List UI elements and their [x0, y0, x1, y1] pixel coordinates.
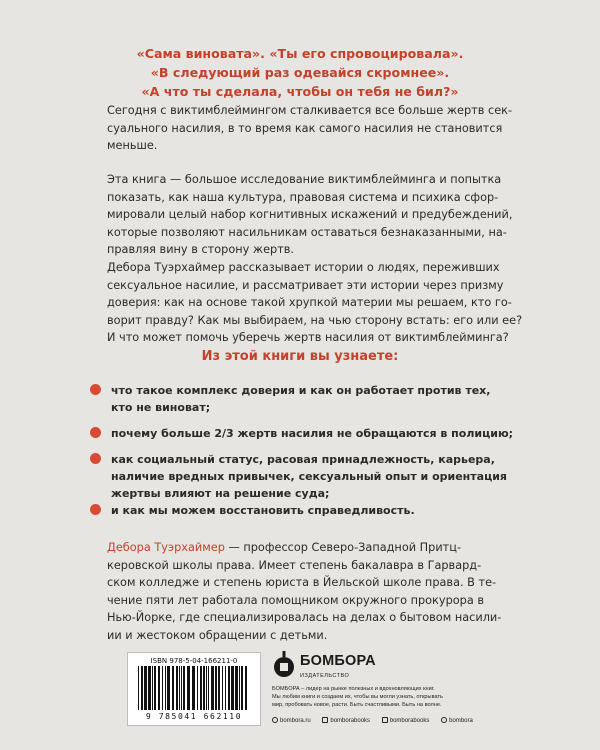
social-link[interactable]	[322, 718, 370, 724]
text-line: Дебора Туэрхаймер рассказывает истории о людях, переживших	[107, 261, 500, 274]
barcode-bar	[231, 666, 234, 710]
barcode-bar	[162, 666, 163, 710]
barcode-bar	[200, 666, 202, 710]
paragraph-book	[107, 171, 511, 259]
barcode-bar	[206, 666, 207, 710]
globe-icon	[272, 717, 278, 723]
text-line: И что может помочь уберечь жертв насилия от виктимблейминга?	[107, 331, 509, 344]
bullet-dot-icon	[90, 427, 101, 438]
social-links	[272, 717, 483, 724]
social-link[interactable]	[272, 718, 311, 724]
paragraph-stories	[107, 259, 523, 347]
social-label: bombora	[449, 718, 473, 724]
list-item-text	[111, 451, 521, 502]
barcode-bar	[158, 666, 160, 710]
author-bio	[107, 539, 511, 644]
text-line: Эта книга — большое исследование виктимблейминга и попытка	[107, 173, 502, 186]
barcode-bar	[203, 666, 205, 710]
barcode-bar	[154, 666, 156, 710]
barcode-bar	[152, 666, 153, 710]
bullet-dot-icon	[90, 384, 101, 395]
barcode-bar	[192, 666, 195, 710]
barcode-bar	[239, 666, 240, 710]
youtube-icon	[441, 717, 447, 723]
text-line: БОМБОРА – лидер на рынке полезных и вдохновляющих книг.	[272, 686, 435, 692]
barcode-bars	[138, 666, 250, 712]
social-link[interactable]	[441, 718, 473, 724]
barcode-number: 9 785041 662110	[145, 712, 243, 721]
barcode-bar	[144, 666, 147, 710]
barcode-bar	[241, 666, 243, 710]
barcode-bar	[208, 666, 209, 710]
text-line: и как мы можем восстановить справедливость.	[111, 504, 415, 517]
barcode-bar	[245, 666, 247, 710]
text-line: чение пяти лет работала помощником окружного прокурора в	[107, 593, 484, 607]
social-label: bombora.ru	[280, 718, 311, 724]
paragraph-intro	[107, 102, 511, 155]
publisher-subtitle: ИЗДАТЕЛЬСТВО	[300, 673, 350, 679]
barcode-bar	[197, 666, 198, 710]
barcode-bar	[172, 666, 174, 710]
quote-line: «А что ты сделала, чтобы он тебя не бил?»	[141, 84, 459, 99]
barcode-bar	[215, 666, 217, 710]
text-line: как социальный статус, расовая принадлежность, карьера,	[111, 453, 495, 466]
barcode-bar	[211, 666, 214, 710]
text-line: керовской школы права. Имеет степень бакалавра в Гарвард-	[107, 558, 482, 572]
text-line: жертвы влияют на решение суда;	[111, 487, 330, 500]
text-line: сексуальное насилие, и рассматривает эти истории через призму	[107, 278, 504, 292]
barcode-bar	[228, 666, 230, 710]
text-line: Сегодня с виктимблеймингом сталкивается все больше жертв сек-	[107, 104, 513, 117]
text-line: ии и жестоком обращении с детьми.	[107, 628, 328, 642]
telegram-icon	[382, 717, 388, 723]
text-line: ворит правду? Как мы выбираем, на чью сторону встать: его или ее?	[107, 313, 523, 327]
barcode-bar	[183, 666, 185, 710]
author-name: Дебора Туэрхаймер	[107, 541, 225, 554]
text-line: Мы любим книги и создаем их, чтобы вы могли узнать, открывать	[272, 694, 443, 701]
pull-quote	[96, 44, 504, 101]
text-line: меньше.	[107, 139, 158, 152]
text-line: Нью-Йорке, где специализировалась на делах о бытовом насили-	[107, 611, 502, 624]
text-line: суального насилия, в то время как самого насилия не становится	[107, 121, 503, 135]
barcode-bar	[165, 666, 166, 710]
barcode-bar	[235, 666, 238, 710]
list-item-text	[111, 425, 521, 442]
barcode-bar	[218, 666, 220, 710]
list-item-text	[111, 502, 521, 519]
learn-heading: Из этой книги вы узнаете:	[201, 349, 399, 364]
vk-icon	[322, 717, 328, 723]
text-line: мировали целый набор когнитивных искажений и предубеждений,	[107, 208, 513, 221]
barcode-bar	[179, 666, 180, 710]
barcode-bar	[225, 666, 226, 710]
publisher-description	[272, 685, 492, 710]
barcode-bar	[176, 666, 178, 710]
quote-line: «Сама виновата». «Ты его спровоцировала».	[136, 46, 464, 61]
list-item-text	[111, 382, 521, 416]
barcode-bar	[148, 666, 151, 710]
bullet-dot-icon	[90, 504, 101, 515]
social-label: bomborabooks	[330, 718, 371, 724]
isbn-label: ISBN 978-5-04-166211-0	[150, 657, 238, 665]
text-line: доверия: как на основе такой хрупкой материи мы решаем, кто го-	[107, 296, 512, 309]
bombora-logo-icon	[272, 650, 296, 680]
text-line: почему больше 2/3 жертв насилия не обращаются в полицию;	[111, 427, 514, 440]
barcode-bar	[222, 666, 223, 710]
barcode-bar	[167, 666, 170, 710]
text-line: наличие вредных привычек, сексуальный опыт и ориентация	[111, 470, 507, 483]
social-label: bomborabooks	[389, 718, 430, 724]
barcode-bar	[141, 666, 143, 710]
publisher-name: БОМБОРА	[300, 653, 376, 669]
author-bio-text: — профессор Северо-Западной Притц-	[224, 541, 462, 554]
barcode-bar	[187, 666, 190, 710]
text-line: кто не виноват;	[111, 401, 211, 414]
social-link[interactable]	[382, 718, 430, 724]
barcode	[127, 652, 261, 726]
bullet-dot-icon	[90, 453, 101, 464]
barcode-bar	[138, 666, 139, 710]
text-line: что такое комплекс доверия и как он работает против тех,	[111, 384, 491, 397]
text-line: показать, как наша культура, правовая система и психика сфор-	[107, 190, 499, 204]
barcode-bar	[181, 666, 182, 710]
text-line: которые позволяют насильникам оставаться безнаказанными, на-	[107, 225, 507, 239]
text-line: правляя вину в сторону жертв.	[107, 243, 295, 256]
text-line: ском колледже и степень юриста в Йельской школе права. В те-	[107, 576, 497, 589]
text-line: мир, пробовать новое, расти. Быть счастливыми. Быть на волне.	[272, 702, 442, 709]
quote-line: «В следующий раз одевайся скромнее».	[150, 65, 450, 80]
text-line	[107, 539, 511, 557]
